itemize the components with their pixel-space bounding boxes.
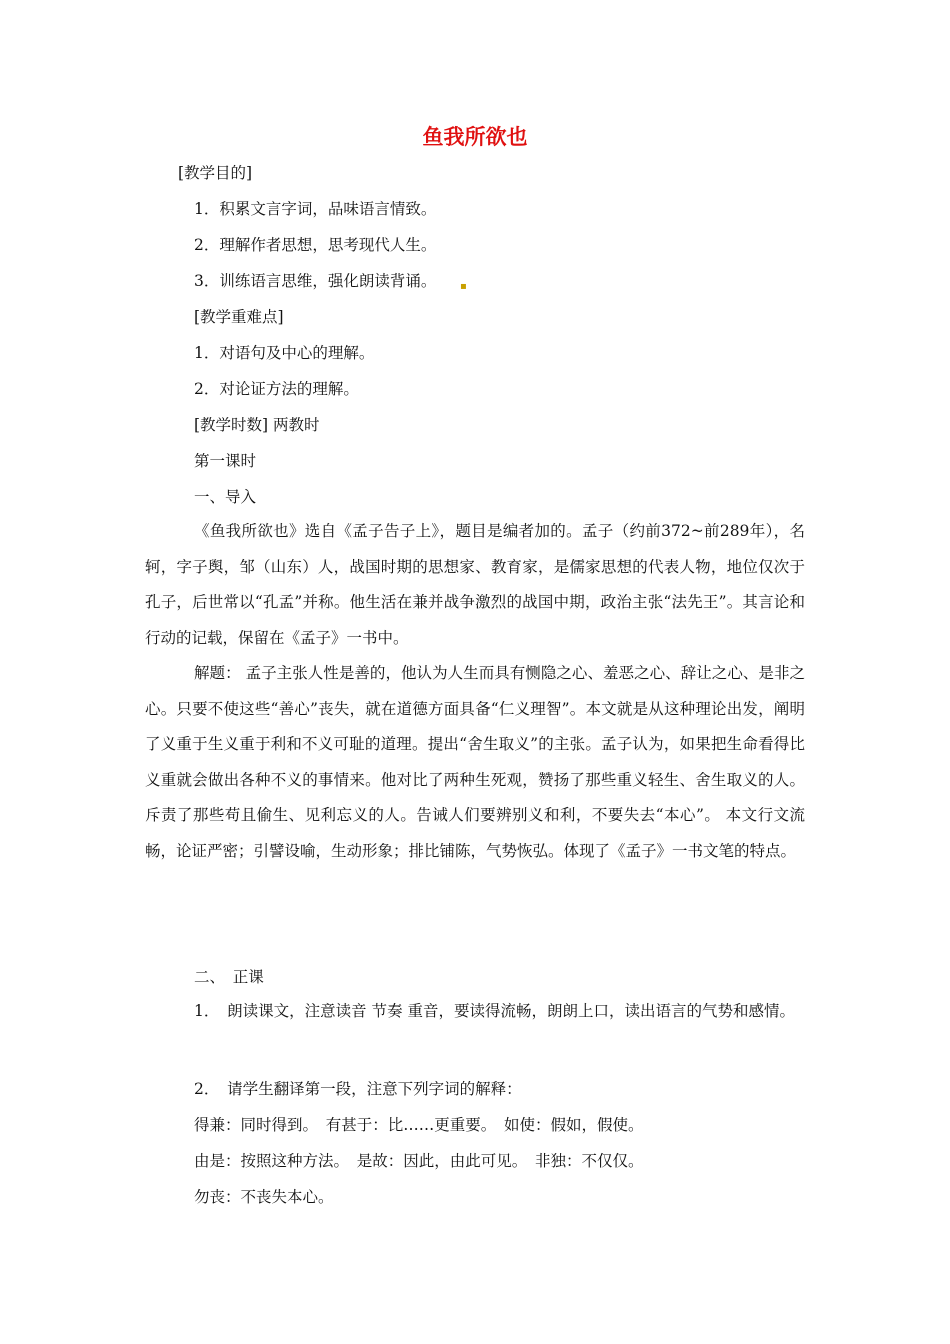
section-heading-main: 二、 正课: [194, 968, 264, 986]
vocab-line: 勿丧：不丧失本心。: [194, 1188, 334, 1206]
goals-heading: [教学目的]: [178, 164, 253, 182]
goal-item: 2．理解作者思想，思考现代人生。: [194, 236, 437, 254]
lesson-heading: 第一课时: [194, 452, 257, 470]
intro-paragraph: 《鱼我所欲也》选自《孟子告子上》，题目是编者加的。孟子（约前372~前289年），名轲，字子舆，邹（山东）人，战国时期的思想家、教育家，是儒家思想的代表人物，地位仅次于孔子，后世常以“孔孟”并称。他生活在兼并战争激烈的战国中期，政治主张“法先王”。其言论和行动的记载，保留在《孟子》一书中。: [145, 522, 805, 647]
vocab-line: 得兼：同时得到。 有甚于：比……更重要。 如使：假如，假使。: [194, 1116, 644, 1134]
section-heading-intro: 一、导入: [194, 488, 257, 506]
item1-paragraph: 1． 朗读课文，注意读音 节奏 重音，要读得流畅，朗朗上口，读出语言的气势和感情。: [194, 1002, 795, 1020]
item2-line: 2． 请学生翻译第一段，注意下列字词的解释：: [194, 1080, 522, 1098]
vocab-line: 由是：按照这种方法。 是故：因此，由此可见。 非独：不仅仅。: [194, 1152, 644, 1170]
difficulty-item: 2．对论证方法的理解。: [194, 380, 359, 398]
jieti-paragraph: 解题： 孟子主张人性是善的，他认为人生而具有恻隐之心、羞恶之心、辞让之心、是非之心。只要不使这些“善心”丧失，就在道德方面具备“仁义理智”。本文就是从这种理论出发，阐明了义重于生义重于利和不义可耻的道理。提出“舍生取义”的主张。孟子认为，如果把生命看得比义重就会做出各种不义的事情来。他对比了两种生死观，赞扬了那些重义轻生、舍生取义的人。斥责了那些苟且偷生、见利忘义的人。告诫人们要辨别义和利，不要失去“本心”。 本文行文流畅，论证严密；引譬设喻，生动形象；排比铺陈，气势恢弘。体现了《孟子》一书文笔的特点。: [145, 664, 805, 860]
goal-item: 1．积累文言字词，品味语言情致。: [194, 200, 437, 218]
scan-mark-icon: ▪: [460, 281, 467, 292]
goal-item: 3．训练语言思维，强化朗读背诵。: [194, 272, 437, 290]
difficulty-heading: [教学重难点]: [194, 308, 284, 326]
teaching-hours: [教学时数] 两教时: [194, 416, 320, 434]
page-title: 鱼我所欲也: [422, 124, 528, 149]
difficulty-item: 1．对语句及中心的理解。: [194, 344, 375, 362]
